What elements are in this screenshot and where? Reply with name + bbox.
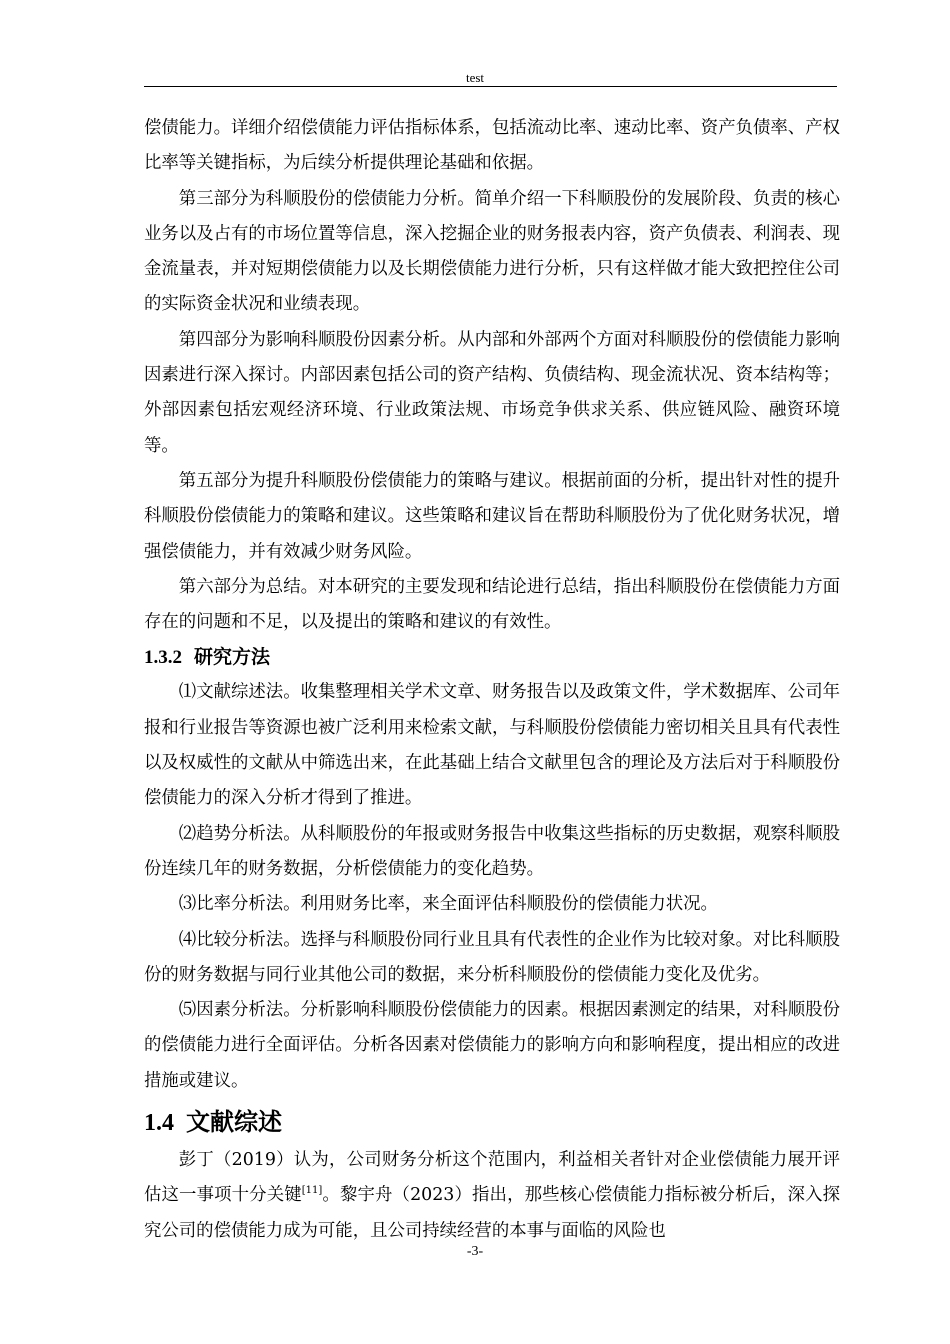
- citation-ref[interactable]: [11]: [301, 1185, 323, 1197]
- review-text: 彭丁（2019）认为，公司财务分析这个范围内，利益相关者针对企业偿债能力展开评估这一事项十分关键: [144, 1150, 840, 1206]
- running-header: test: [465, 70, 485, 85]
- paragraph: 偿债能力。详细介绍偿债能力评估指标体系，包括流动比率、速动比率、资产负债率、产权比率等关键指标，为后续分析提供理论基础和依据。: [144, 118, 840, 174]
- section-number: 1.4: [144, 1110, 174, 1137]
- method-paragraph: ⑶比率分析法。利用财务比率，来全面评估科顺股份的偿债能力状况。: [178, 894, 718, 915]
- page-body: [144, 111, 840, 1249]
- method-paragraph: ⑴文献综述法。收集整理相关学术文章、财务报告以及政策文件，学术数据库、公司年报和行业报告等资源也被广泛利用来检索文献，与科顺股份偿债能力密切相关且具有代表性以及权威性的文献从中筛选出来，在此基础上结合文献里包含的理论及方法后对于科顺股份偿债能力的深入分析才得到了推进。: [144, 682, 840, 809]
- review-text: 。黎宇舟（2023）指出，那些核心偿债能力指标被分析后，深入探究公司的偿债能力成为可能，且公司持续经营的本事与面临的风险也: [144, 1185, 840, 1241]
- section-heading-1-3-2: [144, 640, 840, 675]
- method-paragraph: ⑵趋势分析法。从科顺股份的年报或财务报告中收集这些指标的历史数据，观察科顺股份连续几年的财务数据，分析偿债能力的变化趋势。: [144, 823, 840, 879]
- section-title: 研究方法: [194, 647, 271, 669]
- section-number: 1.3.2: [144, 647, 182, 669]
- paragraph: 第六部分为总结。对本研究的主要发现和结论进行总结，指出科顺股份在偿债能力方面存在的问题和不足，以及提出的策略和建议的有效性。: [144, 576, 840, 633]
- header-rule: [144, 86, 837, 87]
- page-number: -3-: [466, 1244, 484, 1259]
- paragraph: 第四部分为影响科顺股份因素分析。从内部和外部两个方面对科顺股份的偿债能力影响因素进行深入探讨。内部因素包括公司的资产结构、负债结构、现金流状况、资本结构等；外部因素包括宏观经济环境、行业政策法规、市场竞争供求关系、供应链风险、融资环境等。: [144, 329, 840, 456]
- paragraph: 第三部分为科顺股份的偿债能力分析。简单介绍一下科顺股份的发展阶段、负责的核心业务以及占有的市场位置等信息，深入挖掘企业的财务报表内容，资产负债表、利润表、现金流量表，并对短期偿债能力以及长期偿债能力进行分析，只有这样做才能大致把控住公司的实际资金状况和业绩表现。: [144, 188, 840, 315]
- section-heading-1-4: [144, 1105, 840, 1141]
- review-paragraph: [144, 1143, 840, 1249]
- paragraph: 第五部分为提升科顺股份偿债能力的策略与建议。根据前面的分析，提出针对性的提升科顺股份偿债能力的策略和建议。这些策略和建议旨在帮助科顺股份为了优化财务状况，增强偿债能力，并有效减少财务风险。: [144, 470, 840, 562]
- method-paragraph: ⑸因素分析法。分析影响科顺股份偿债能力的因素。根据因素测定的结果，对科顺股份的偿债能力进行全面评估。分析各因素对偿债能力的影响方向和影响程度，提出相应的改进措施或建议。: [144, 1000, 840, 1091]
- section-title: 文献综述: [186, 1110, 282, 1137]
- method-paragraph: ⑷比较分析法。选择与科顺股份同行业且具有代表性的企业作为比较对象。对比科顺股份的财务数据与同行业其他公司的数据，来分析科顺股份的偿债能力变化及优劣。: [144, 929, 840, 985]
